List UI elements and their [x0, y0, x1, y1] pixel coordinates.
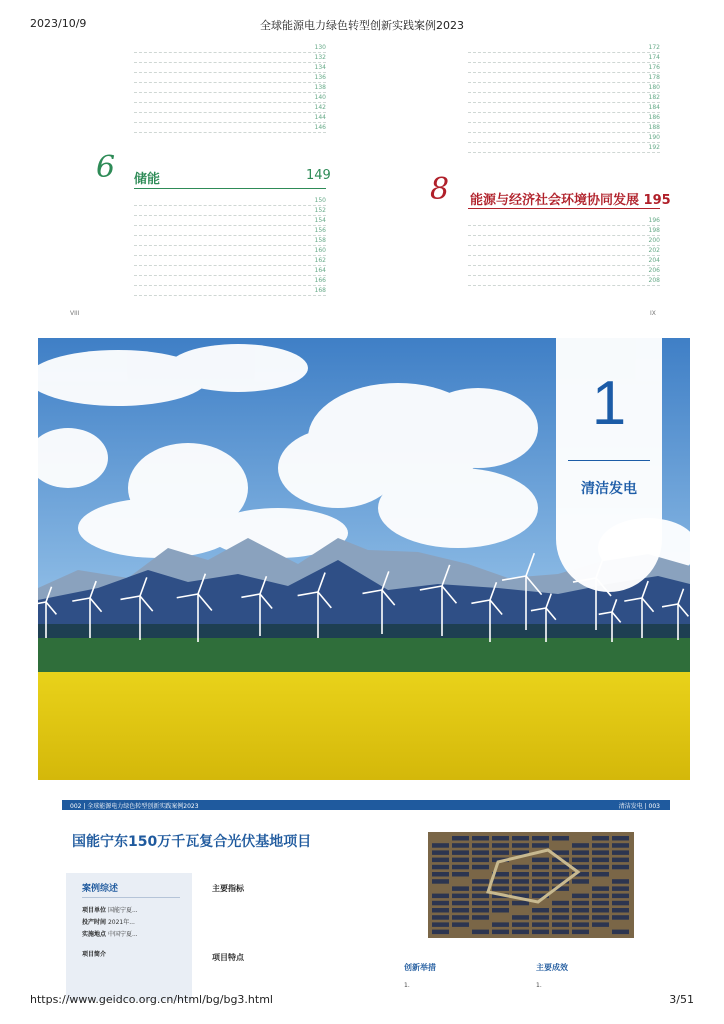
solar-panel-row	[612, 836, 629, 841]
solar-panel-row	[452, 865, 469, 870]
divider	[82, 897, 180, 898]
solar-panel-row	[612, 901, 629, 906]
solar-panel-row	[512, 836, 529, 841]
toc-entry-page: 176	[648, 64, 660, 71]
toc-entry[interactable]	[134, 73, 326, 83]
solar-panel-row	[432, 908, 449, 913]
solar-panel-row	[532, 915, 549, 920]
solar-panel-row	[592, 886, 609, 891]
solar-panel-row	[512, 879, 529, 884]
solar-panel-row	[432, 865, 449, 870]
solar-panel-row	[452, 836, 469, 841]
solar-panel-row	[432, 858, 449, 863]
solar-panel-row	[532, 879, 549, 884]
solar-panel-row	[532, 930, 549, 935]
solar-panel-row	[612, 908, 629, 913]
toc-entry[interactable]	[134, 113, 326, 123]
toc-list	[134, 43, 326, 133]
solar-panel-row	[592, 836, 609, 841]
divider	[468, 208, 660, 209]
toc-entry-page: 196	[648, 217, 660, 224]
solar-panel-row	[472, 930, 489, 935]
intro-heading: 项目简介	[82, 951, 107, 958]
solar-panel-row	[492, 930, 509, 935]
toc-entry-page: 172	[648, 44, 660, 51]
toc-list	[468, 216, 660, 286]
chapter-badge-title: 清洁发电	[581, 481, 637, 497]
print-title: 全球能源电力绿色转型创新实践案例2023	[260, 19, 464, 32]
toc-entry[interactable]	[468, 103, 660, 113]
solar-panel-row	[572, 858, 589, 863]
toc-entry[interactable]	[468, 123, 660, 133]
project-unit	[82, 905, 138, 914]
solar-panel-row	[552, 915, 569, 920]
toc-entry[interactable]	[468, 246, 660, 256]
toc-entry[interactable]	[134, 266, 326, 276]
solar-panel-row	[532, 858, 549, 863]
section-heading: 项目特点	[212, 953, 244, 962]
toc-entry[interactable]	[468, 83, 660, 93]
print-page-count: 3/51	[669, 993, 694, 1006]
solar-panel-row	[612, 850, 629, 855]
solar-panel-row	[452, 915, 469, 920]
case-overview-box	[66, 873, 192, 1001]
solar-panel-row	[552, 908, 569, 913]
toc-entry[interactable]	[468, 143, 660, 153]
field-value: 中国宁夏...	[107, 931, 138, 938]
running-header-page: 清洁发电 | 003	[618, 803, 660, 810]
page-number: IX	[650, 310, 656, 317]
chapter-title[interactable]: 能源与经济社会环境协同发展 195	[470, 193, 671, 208]
toc-entry-page: 134	[314, 64, 326, 71]
solar-panel-row	[452, 894, 469, 899]
toc-entry[interactable]	[468, 113, 660, 123]
solar-panel-row	[612, 879, 629, 884]
toc-entry-page: 140	[314, 94, 326, 101]
solar-panel-row	[612, 930, 629, 935]
commission-time	[82, 917, 135, 926]
section-heading: 主要成效	[536, 963, 568, 972]
toc-entry[interactable]	[134, 246, 326, 256]
page-band	[62, 800, 670, 810]
solar-panel-row	[432, 879, 449, 884]
chapter-number: 6	[96, 150, 116, 185]
toc-entry-page: 188	[648, 124, 660, 131]
solar-panel-row	[432, 915, 449, 920]
chapter-title[interactable]: 储能	[134, 172, 161, 187]
toc-entry[interactable]	[134, 206, 326, 216]
solar-panel-row	[592, 894, 609, 899]
solar-panel-row	[512, 915, 529, 920]
toc-entry[interactable]	[468, 133, 660, 143]
solar-panel-row	[552, 836, 569, 841]
solar-panel-row	[532, 843, 549, 848]
solar-panel-row	[472, 915, 489, 920]
solar-panel-row	[612, 894, 629, 899]
solar-panel-row	[592, 901, 609, 906]
toc-entry[interactable]	[134, 103, 326, 113]
toc-list	[134, 196, 326, 296]
solar-panel-row	[532, 922, 549, 927]
solar-panel-row	[492, 922, 509, 927]
toc-entry-page: 200	[648, 237, 660, 244]
chapter-page: 149	[306, 168, 331, 183]
field-value: 2021年...	[107, 919, 135, 926]
solar-panel-row	[572, 843, 589, 848]
solar-panel-row	[452, 908, 469, 913]
toc-entry-page: 144	[314, 114, 326, 121]
solar-panel-row	[552, 922, 569, 927]
solar-panel-row	[472, 850, 489, 855]
toc-entry-page: 192	[648, 144, 660, 151]
solar-panel-row	[432, 872, 449, 877]
solar-panel-row	[452, 858, 469, 863]
toc-entry-page: 174	[648, 54, 660, 61]
solar-panel-row	[572, 850, 589, 855]
field-label: 投产时间	[82, 919, 107, 926]
toc-entry-page: 162	[314, 257, 326, 264]
location	[82, 929, 138, 938]
solar-panel-row	[612, 858, 629, 863]
solar-panel-row	[592, 915, 609, 920]
solar-panel-row	[592, 843, 609, 848]
solar-farm-photo	[428, 832, 634, 938]
toc-entry[interactable]	[134, 236, 326, 246]
toc-entry-page: 146	[314, 124, 326, 131]
running-header: 002 | 全球能源电力绿色转型创新实践案例2023	[70, 803, 199, 810]
solar-panel-row	[612, 886, 629, 891]
toc-entry[interactable]	[468, 236, 660, 246]
solar-panel-row	[432, 901, 449, 906]
solar-panel-row	[592, 865, 609, 870]
field-label: 实施地点	[82, 931, 107, 938]
toc-entry-page: 164	[314, 267, 326, 274]
section-heading: 创新举措	[404, 963, 436, 972]
toc-entry-page: 186	[648, 114, 660, 121]
solar-panel-row	[592, 922, 609, 927]
solar-panel-row	[552, 901, 569, 906]
solar-panel-row	[512, 865, 529, 870]
toc-entry[interactable]	[468, 216, 660, 226]
solar-panel-row	[472, 908, 489, 913]
toc-entry[interactable]	[134, 83, 326, 93]
toc-entry-page: 130	[314, 44, 326, 51]
toc-entry[interactable]	[134, 276, 326, 286]
solar-panel-row	[452, 850, 469, 855]
solar-panel-row	[472, 865, 489, 870]
toc-entry[interactable]	[468, 53, 660, 63]
solar-panel-row	[492, 836, 509, 841]
toc-entry-page: 136	[314, 74, 326, 81]
divider	[134, 188, 326, 189]
toc-entry[interactable]	[468, 93, 660, 103]
toc-entry[interactable]	[134, 196, 326, 206]
toc-entry-page: 190	[648, 134, 660, 141]
solar-panels-aerial	[428, 832, 634, 938]
toc-entry-page: 202	[648, 247, 660, 254]
solar-panel-row	[512, 922, 529, 927]
toc-entry[interactable]	[468, 266, 660, 276]
toc-entry-page: 198	[648, 227, 660, 234]
solar-panel-row	[472, 886, 489, 891]
chapter-badge	[556, 338, 662, 592]
solar-panel-row	[432, 922, 449, 927]
solar-panel-row	[512, 901, 529, 906]
toc-entry-page: 132	[314, 54, 326, 61]
toc-entry[interactable]	[134, 123, 326, 133]
field-label: 项目单位	[82, 907, 107, 914]
solar-panel-row	[492, 886, 509, 891]
solar-panel-row	[592, 850, 609, 855]
toc-entry[interactable]	[134, 226, 326, 236]
solar-panel-row	[532, 865, 549, 870]
solar-panel-row	[472, 843, 489, 848]
toc-entry-page: 184	[648, 104, 660, 111]
solar-panel-row	[572, 922, 589, 927]
chapter-number: 8	[430, 172, 450, 207]
solar-panel-row	[492, 879, 509, 884]
toc-entry[interactable]	[134, 63, 326, 73]
solar-panel-row	[492, 908, 509, 913]
solar-panel-row	[572, 915, 589, 920]
solar-panel-row	[572, 894, 589, 899]
chapter-badge-number: 1	[591, 369, 627, 438]
toc-entry-page: 204	[648, 257, 660, 264]
toc-entry-page: 160	[314, 247, 326, 254]
solar-panel-row	[472, 894, 489, 899]
solar-panel-row	[592, 858, 609, 863]
solar-panel-row	[452, 901, 469, 906]
solar-panel-row	[512, 930, 529, 935]
solar-panel-row	[492, 850, 509, 855]
toc-entry[interactable]	[468, 226, 660, 236]
page-number: VIII	[70, 310, 80, 317]
section-heading: 主要指标	[212, 884, 244, 893]
solar-panel-row	[452, 886, 469, 891]
solar-panel-row	[572, 879, 589, 884]
results-line: 1.	[536, 982, 542, 989]
toc-entry[interactable]	[134, 256, 326, 266]
solar-panel-row	[472, 836, 489, 841]
solar-panel-row	[432, 843, 449, 848]
solar-panel-row	[592, 908, 609, 913]
solar-panel-row	[572, 930, 589, 935]
solar-panel-row	[552, 930, 569, 935]
solar-panel-row	[532, 836, 549, 841]
toc-entry-page: 156	[314, 227, 326, 234]
solar-panel-row	[532, 872, 549, 877]
solar-panel-row	[592, 872, 609, 877]
solar-panel-row	[432, 930, 449, 935]
solar-panel-row	[452, 843, 469, 848]
toc-entry-page: 152	[314, 207, 326, 214]
solar-panel-row	[492, 843, 509, 848]
section-heading: 案例综述	[82, 884, 119, 894]
solar-panel-row	[612, 915, 629, 920]
toc-entry-page: 150	[314, 197, 326, 204]
toc-entry-page: 158	[314, 237, 326, 244]
toc-entry[interactable]	[134, 43, 326, 53]
toc-entry-page: 208	[648, 277, 660, 284]
toc-entry[interactable]	[134, 93, 326, 103]
toc-entry-page: 178	[648, 74, 660, 81]
solar-panel-row	[572, 901, 589, 906]
solar-panel-row	[572, 908, 589, 913]
solar-panel-row	[452, 922, 469, 927]
solar-panel-row	[472, 901, 489, 906]
solar-panel-row	[612, 865, 629, 870]
solar-panel-row	[432, 850, 449, 855]
field-value: 国能宁夏...	[107, 907, 138, 914]
toc-entry[interactable]	[468, 256, 660, 266]
toc-entry-page: 138	[314, 84, 326, 91]
solar-panel-row	[532, 908, 549, 913]
solar-panel-row	[432, 894, 449, 899]
toc-entry[interactable]	[468, 73, 660, 83]
solar-panel-row	[452, 872, 469, 877]
toc-entry[interactable]	[468, 276, 660, 286]
print-url[interactable]: https://www.geidco.org.cn/html/bg/bg3.html	[30, 993, 273, 1006]
toc-list	[468, 43, 660, 153]
toc-entry-page: 182	[648, 94, 660, 101]
toc-entry-page: 180	[648, 84, 660, 91]
solar-panel-row	[552, 865, 569, 870]
toc-entry[interactable]	[468, 63, 660, 73]
solar-panel-row	[512, 872, 529, 877]
toc-entry-page: 206	[648, 267, 660, 274]
innovation-line: 1.	[404, 982, 410, 989]
toc-entry-page: 168	[314, 287, 326, 294]
toc-entry[interactable]	[134, 53, 326, 63]
toc-entry-page: 166	[314, 277, 326, 284]
solar-panel-row	[552, 872, 569, 877]
toc-entry-page: 154	[314, 217, 326, 224]
solar-panel-row	[472, 858, 489, 863]
toc-entry[interactable]	[134, 286, 326, 296]
project-title: 国能宁东150万千瓦复合光伏基地项目	[72, 834, 312, 850]
divider	[568, 460, 650, 461]
solar-panel-row	[512, 886, 529, 891]
solar-panel-row	[532, 886, 549, 891]
solar-panel-row	[612, 843, 629, 848]
toc-entry-page: 142	[314, 104, 326, 111]
toc-entry[interactable]	[134, 216, 326, 226]
print-date: 2023/10/9	[30, 17, 87, 30]
solar-panel-row	[512, 843, 529, 848]
toc-entry[interactable]	[468, 43, 660, 53]
solar-panel-row	[492, 901, 509, 906]
solar-panel-row	[472, 879, 489, 884]
